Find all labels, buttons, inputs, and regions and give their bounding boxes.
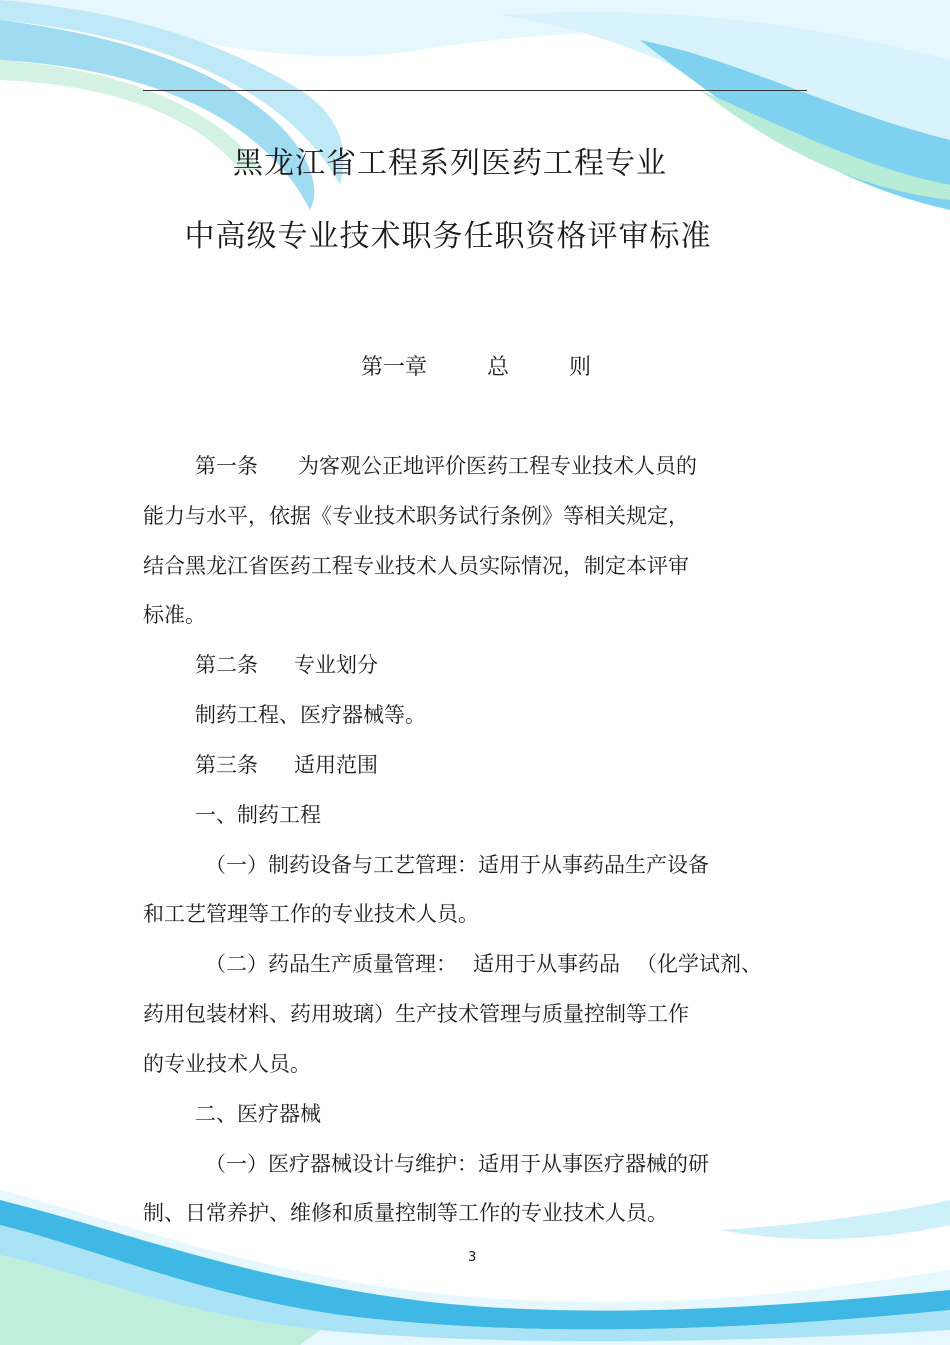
header-rule bbox=[143, 90, 807, 91]
document-title-line2: 中高级专业技术职务任职资格评审标准 bbox=[184, 219, 712, 254]
paragraph-line: 标准。 bbox=[143, 603, 206, 627]
article-label: 第二条 bbox=[195, 653, 258, 677]
paragraph-line: 一、制药工程 bbox=[195, 803, 321, 827]
paragraph-line bbox=[195, 751, 378, 779]
paragraph-line: 制、日常养护、维修和质量控制等工作的专业技术人员。 bbox=[143, 1201, 668, 1225]
paragraph-line: 的专业技术人员。 bbox=[143, 1052, 311, 1076]
paragraph-line bbox=[195, 452, 697, 480]
paragraph-line: 结合黑龙江省医药工程专业技术人员实际情况，制定本评审 bbox=[143, 554, 689, 578]
chapter-title-char1: 总 bbox=[487, 355, 510, 380]
chapter-number: 第一章 bbox=[361, 355, 428, 380]
chapter-title-char2: 则 bbox=[569, 355, 592, 380]
paragraph-line: 和工艺管理等工作的专业技术人员。 bbox=[143, 902, 479, 926]
page-number: 3 bbox=[468, 1250, 477, 1265]
article-text: 适用范围 bbox=[294, 753, 378, 777]
paragraph-line: 制药工程、医疗器械等。 bbox=[195, 703, 426, 727]
article-label: 第三条 bbox=[195, 753, 258, 777]
article-label: 第一条 bbox=[195, 454, 258, 478]
paragraph-line bbox=[205, 950, 762, 978]
document-title-line1: 黑龙江省工程系列医药工程专业 bbox=[233, 146, 667, 181]
chapter-heading bbox=[361, 350, 591, 381]
paragraph-line: （一）制药设备与工艺管理：适用于从事药品生产设备 bbox=[205, 853, 709, 877]
paragraph-line: 二、医疗器械 bbox=[195, 1102, 321, 1126]
paragraph-line: 药用包装材料、药用玻璃）生产技术管理与质量控制等工作 bbox=[143, 1002, 689, 1026]
paragraph-line: 能力与水平，依据《专业技术职务试行条例》等相关规定， bbox=[143, 504, 689, 528]
article-text: 为客观公正地评价医药工程专业技术人员的 bbox=[298, 454, 697, 478]
item-text-extra: （化学试剂、 bbox=[636, 952, 762, 976]
paragraph-line bbox=[195, 651, 378, 679]
article-text: 专业划分 bbox=[294, 653, 378, 677]
item-label: （二）药品生产质量管理： bbox=[205, 952, 457, 976]
item-text: 适用于从事药品 bbox=[473, 952, 620, 976]
paragraph-line: （一）医疗器械设计与维护：适用于从事医疗器械的研 bbox=[205, 1152, 709, 1176]
